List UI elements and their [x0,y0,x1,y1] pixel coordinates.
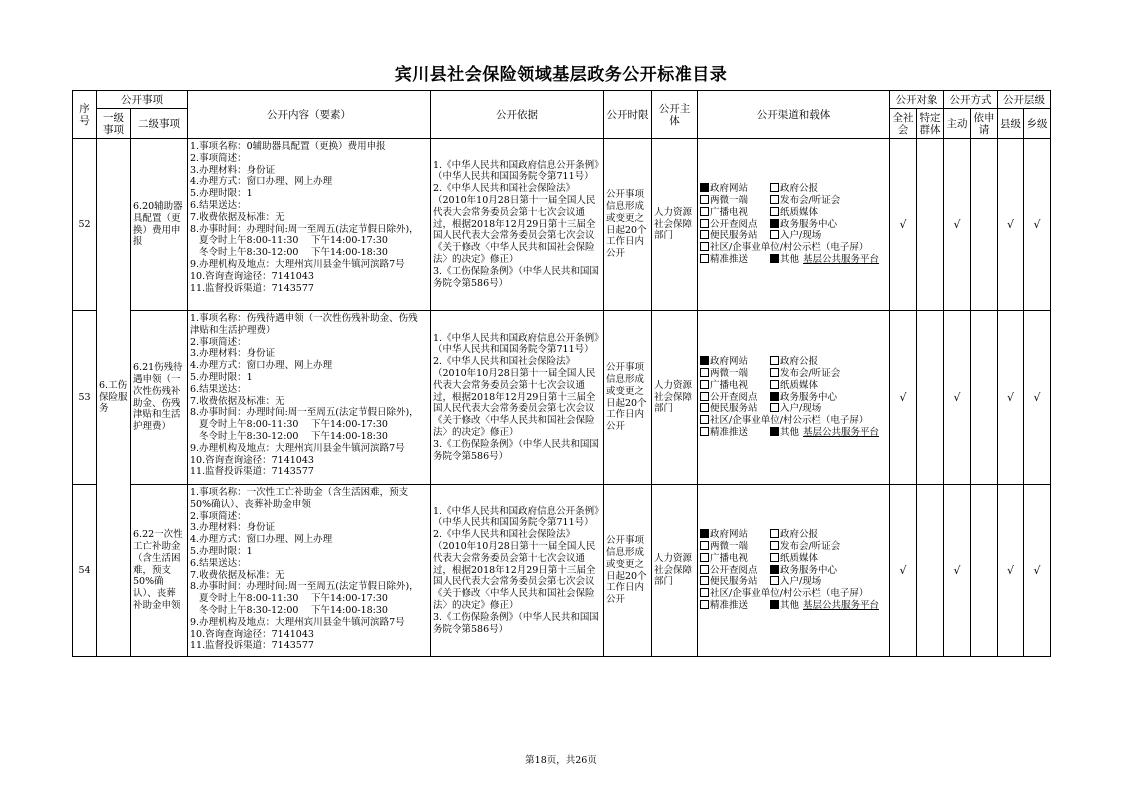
header-time: 公开时限 [604,91,652,139]
content-line: 2.事项简述： [190,510,247,522]
channel-option [700,356,768,368]
channel-option [770,356,887,368]
row-seq: 52 [73,139,97,311]
channel-option [700,588,887,600]
channel-label: 政府网站 [710,529,749,541]
page-footer: 第18页，共26页 [525,755,597,766]
checked-box-icon [700,183,709,192]
channel-label: 政务服务中心 [780,391,838,403]
channel-label: 政府公报 [780,356,819,368]
header-level-county: 县级 [998,109,1024,139]
unchecked-box-icon [770,356,779,365]
check-county: √ [998,485,1024,657]
channel-label: 两微一端 [710,541,749,552]
content-line: 冬令时上午8:30-12:00 下午14:00-18:30 [190,430,388,442]
channel-option [700,565,768,577]
content-line: 冬令时上午8:30-12:00 下午14:00-18:30 [190,604,388,616]
channel-option [700,195,768,207]
channel-label: 纸质媒体 [780,552,819,564]
channel-option [700,392,768,404]
channel-option [770,380,887,392]
check-target-all: √ [890,485,917,657]
content-line: 夏令时上午8:00-11:30 下午14:00-17:30 [190,419,388,431]
content-line: 4.办理方式：窗口办理、网上办理 [190,176,333,188]
table-row [73,485,1051,657]
channel-option [770,600,887,612]
header-subject: 公开主体 [652,91,698,139]
header-method-request: 依申请 [971,109,998,139]
catalog-table [72,90,1051,657]
content-line: 4.办理方式：窗口办理、网上办理 [190,534,333,546]
channel-label: 便民服务站 [710,230,758,242]
checked-box-icon [770,565,779,574]
content-line: 10.咨询查询途径：7141043 [190,454,314,466]
header-basis: 公开依据 [431,91,604,139]
check-target-all: √ [890,139,917,311]
content-line: 5.办理时限：1 [190,188,253,200]
channel-option [700,541,768,553]
basis-line: 3.《工伤保险条例》（中华人民共和国国务院令第586号） [433,438,599,462]
channel-other-text: 基层公共服务平台 [803,426,880,438]
basis-line: 2.《中华人民共和国社会保险法》（2010年10月28日第十一届全国人民代表大会常务委员会第十七次会议通过，根据2018年12月29日第十三届全国人民代表大会常务委员会第七次会议《关于修改〈中华人民共和国社会保险法〉的决定》修正） [433,183,596,265]
content-cell [188,311,431,485]
unchecked-box-icon [700,392,709,401]
header-channel: 公开渠道和载体 [698,91,890,139]
content-line: 11.监督投诉渠道：7143577 [190,640,314,652]
channel-label: 发布会/听证会 [780,368,841,379]
channel-label: 发布会/听证会 [780,541,841,552]
content-line: 2.事项简述： [190,336,247,348]
channel-option [770,541,887,553]
check-town: √ [1024,485,1051,657]
publish-subject: 人力资源社会保障部门 [652,485,698,657]
unchecked-box-icon [700,600,709,609]
channel-label: 公开查阅点 [710,564,758,576]
page-title: 宾川县社会保险领域基层政务公开标准目录 [394,65,728,85]
channel-cell [698,485,890,657]
content-line: 1.事项名称：0辅助器具配置（更换）费用申报 [190,141,386,152]
check-target-specific [917,311,944,485]
channel-option [700,254,768,266]
content-line: 7.收费依据及标准：无 [190,395,285,407]
unchecked-box-icon [770,541,779,550]
basis-cell [431,311,604,485]
content-line: 10.咨询查询途径：7141043 [190,628,314,640]
header-target-group: 公开对象 [890,91,944,109]
checked-box-icon [770,392,779,401]
channel-option [700,600,768,612]
header-method-group: 公开方式 [944,91,998,109]
channel-option [770,183,887,195]
channel-other-text: 基层公共服务平台 [803,599,880,611]
check-request [971,485,998,657]
check-county: √ [998,311,1024,485]
channel-option [770,565,887,577]
unchecked-box-icon [770,576,779,585]
content-cell [188,485,431,657]
channel-label: 广播电视 [710,552,749,564]
time-limit: 公开事项信息形成或变更之日起20个工作日内公开 [604,485,652,657]
content-line: 6.结果送达： [190,557,247,569]
channel-option [700,242,887,254]
channel-option [770,254,887,266]
channel-label: 政务服务中心 [780,218,838,230]
channel-label: 其他 [780,599,800,611]
content-line: 冬令时上午8:30-12:00 下午14:00-18:30 [190,247,388,259]
content-line: 50%确认）、丧葬补助金申领 [190,498,311,510]
channel-label: 入户/现场 [780,230,822,242]
content-line: 9.办理机构及地点：大理州宾川县金牛镇河滨路7号 [190,442,405,454]
channel-label: 社区/企事业单位/村公示栏（电子屏） [710,242,869,254]
channel-label: 政府网站 [710,183,749,195]
table-row [73,139,1051,311]
check-target-specific [917,139,944,311]
basis-cell [431,139,604,311]
channel-label: 便民服务站 [710,403,758,415]
channel-option [700,380,768,392]
unchecked-box-icon [700,219,709,228]
channel-label: 精准推送 [710,253,749,265]
content-line: 9.办理机构及地点：大理州宾川县金牛镇河滨路7号 [190,258,405,270]
unchecked-box-icon [700,207,709,216]
unchecked-box-icon [700,195,709,204]
content-line: 6.结果送达： [190,199,247,211]
header-item-group: 公开事项 [97,91,188,109]
time-limit: 公开事项信息形成或变更之日起20个工作日内公开 [604,139,652,311]
unchecked-box-icon [700,415,709,424]
check-town: √ [1024,139,1051,311]
channel-option [770,230,887,242]
unchecked-box-icon [700,254,709,263]
content-line: 9.办理机构及地点：大理州宾川县金牛镇河滨路7号 [190,616,405,628]
publish-subject: 人力资源社会保障部门 [652,311,698,485]
channel-label: 入户/现场 [780,576,822,588]
content-line: 6.结果送达： [190,383,247,395]
checked-box-icon [700,356,709,365]
channel-option [700,553,768,565]
unchecked-box-icon [700,588,709,597]
channel-label: 政府公报 [780,183,819,195]
channel-option [770,553,887,565]
channel-list [700,356,887,439]
checked-box-icon [770,254,779,263]
content-line: 3.办理材料：身份证 [190,348,276,360]
channel-option [700,230,768,242]
channel-option [770,207,887,219]
content-line: 8.办事时间：办理时间:周一至周五(法定节假日除外)， [190,581,419,593]
channel-label: 入户/现场 [780,403,822,415]
unchecked-box-icon [770,529,779,538]
unchecked-box-icon [770,368,779,377]
channel-list [700,529,887,612]
content-line: 5.办理时限：1 [190,545,253,557]
channel-label: 政府公报 [780,529,819,541]
level2-item: 6.21伤残待遇申领（一次性伤残补助金、伤残津贴和生活护理费） [131,311,188,485]
basis-line: 3.《工伤保险条例》（中华人民共和国国务院令第586号） [433,611,599,635]
channel-option [700,207,768,219]
content-line: 1.事项名称：伤残待遇申领（一次性伤残补助金、伤残 [190,313,418,324]
unchecked-box-icon [700,380,709,389]
channel-label: 政务服务中心 [780,564,838,576]
content-line: 8.办事时间：办理时间:周一至周五(法定节假日除外)， [190,223,419,235]
content-line: 5.办理时限：1 [190,371,253,383]
channel-label: 公开查阅点 [710,218,758,230]
publish-subject: 人力资源社会保障部门 [652,139,698,311]
unchecked-box-icon [770,195,779,204]
content-line: 1.事项名称：一次性工亡补助金（含生活困难，预支 [190,487,409,498]
check-request [971,139,998,311]
header-level-town: 乡级 [1024,109,1051,139]
basis-line: 3.《工伤保险条例》（中华人民共和国国务院令第586号） [433,265,599,289]
content-line: 7.收费依据及标准：无 [190,569,285,581]
unchecked-box-icon [770,230,779,239]
unchecked-box-icon [700,576,709,585]
content-line: 8.办事时间：办理时间:周一至周五(法定节假日除外)， [190,407,419,419]
channel-option [770,529,887,541]
channel-label: 其他 [780,426,800,438]
content-line: 3.办理材料：身份证 [190,522,276,534]
channel-label: 广播电视 [710,379,749,391]
content-line: 4.办理方式：窗口办理、网上办理 [190,360,333,372]
content-cell [188,139,431,311]
channel-label: 政府网站 [710,356,749,368]
content-line: 7.收费依据及标准：无 [190,211,285,223]
channel-label: 其他 [780,253,800,265]
checked-box-icon [700,529,709,538]
checked-box-icon [770,219,779,228]
unchecked-box-icon [770,207,779,216]
channel-label: 发布会/听证会 [780,195,841,206]
content-line: 3.办理材料：身份证 [190,164,276,176]
channel-label: 广播电视 [710,206,749,218]
channel-option [770,195,887,207]
basis-cell [431,485,604,657]
unchecked-box-icon [700,427,709,436]
basis-line: 1.《中华人民共和国政府信息公开条例》（中华人民共和国国务院令第711号） [433,505,599,529]
channel-other-text: 基层公共服务平台 [803,253,880,265]
checked-box-icon [770,600,779,609]
content-line: 夏令时上午8:00-11:30 下午14:00-17:30 [190,593,388,605]
channel-label: 两微一端 [710,368,749,379]
check-target-all: √ [890,311,917,485]
channel-option [700,415,887,427]
channel-label: 便民服务站 [710,576,758,588]
unchecked-box-icon [770,380,779,389]
channel-label: 精准推送 [710,426,749,438]
channel-cell [698,311,890,485]
channel-option [770,368,887,380]
header-method-active: 主动 [944,109,971,139]
channel-option [700,403,768,415]
time-limit: 公开事项信息形成或变更之日起20个工作日内公开 [604,311,652,485]
level1-item: 6.工伤保险服务 [97,139,131,657]
channel-option [770,219,887,231]
channel-label: 纸质媒体 [780,206,819,218]
channel-label: 社区/企事业单位/村公示栏（电子屏） [710,415,869,427]
content-line: 11.监督投诉渠道：7143577 [190,466,314,478]
content-line: 津贴和生活护理费） [190,324,276,336]
channel-option [770,576,887,588]
unchecked-box-icon [700,403,709,412]
basis-line: 1.《中华人民共和国政府信息公开条例》（中华人民共和国国务院令第711号） [433,332,599,356]
header-level2: 二级事项 [131,109,188,139]
check-active: √ [944,485,971,657]
channel-label: 社区/企事业单位/村公示栏（电子屏） [710,588,869,600]
channel-list [700,183,887,266]
channel-label: 公开查阅点 [710,391,758,403]
table-row [73,311,1051,485]
unchecked-box-icon [700,565,709,574]
header-seq: 序号 [73,91,97,139]
header-target-specific: 特定群体 [917,109,944,139]
channel-option [700,183,768,195]
level2-item: 6.20辅助器具配置（更换）费用申报 [131,139,188,311]
unchecked-box-icon [770,183,779,192]
unchecked-box-icon [700,368,709,377]
unchecked-box-icon [700,242,709,251]
unchecked-box-icon [770,403,779,412]
row-seq: 53 [73,311,97,485]
check-active: √ [944,139,971,311]
channel-option [700,529,768,541]
header-level-group: 公开层级 [998,91,1051,109]
channel-option [770,403,887,415]
basis-line: 2.《中华人民共和国社会保险法》（2010年10月28日第十一届全国人民代表大会常务委员会第十七次会议通过，根据2018年12月29日第十三届全国人民代表大会常务委员会第七次会议《关于修改〈中华人民共和国社会保险法〉的决定》修正） [433,529,596,611]
channel-label: 纸质媒体 [780,379,819,391]
row-seq: 54 [73,485,97,657]
unchecked-box-icon [770,553,779,562]
check-active: √ [944,311,971,485]
checked-box-icon [770,427,779,436]
check-county: √ [998,139,1024,311]
header-level1: 一级事项 [97,109,131,139]
content-line: 11.监督投诉渠道：7143577 [190,282,314,294]
basis-line: 2.《中华人民共和国社会保险法》（2010年10月28日第十一届全国人民代表大会常务委员会第十七次会议通过，根据2018年12月29日第十三届全国人民代表大会常务委员会第七次会议《关于修改〈中华人民共和国社会保险法〉的决定》修正） [433,356,596,438]
header-content: 公开内容（要素） [188,91,431,139]
channel-option [700,368,768,380]
unchecked-box-icon [700,230,709,239]
channel-label: 两微一端 [710,195,749,206]
header-target-all: 全社会 [890,109,917,139]
channel-option [700,576,768,588]
channel-label: 精准推送 [710,599,749,611]
check-target-specific [917,485,944,657]
channel-option [770,427,887,439]
check-request [971,311,998,485]
channel-option [770,392,887,404]
content-line: 2.事项简述： [190,152,247,164]
unchecked-box-icon [700,541,709,550]
content-line: 10.咨询查询途径：7141043 [190,270,314,282]
level2-item: 6.22一次性工亡补助金（含生活困难，预支50%确认）、丧葬补助金申领 [131,485,188,657]
content-line: 夏令时上午8:00-11:30 下午14:00-17:30 [190,235,388,247]
unchecked-box-icon [700,553,709,562]
channel-option [700,427,768,439]
channel-cell [698,139,890,311]
channel-option [700,219,768,231]
basis-line: 1.《中华人民共和国政府信息公开条例》（中华人民共和国国务院令第711号） [433,159,599,183]
check-town: √ [1024,311,1051,485]
